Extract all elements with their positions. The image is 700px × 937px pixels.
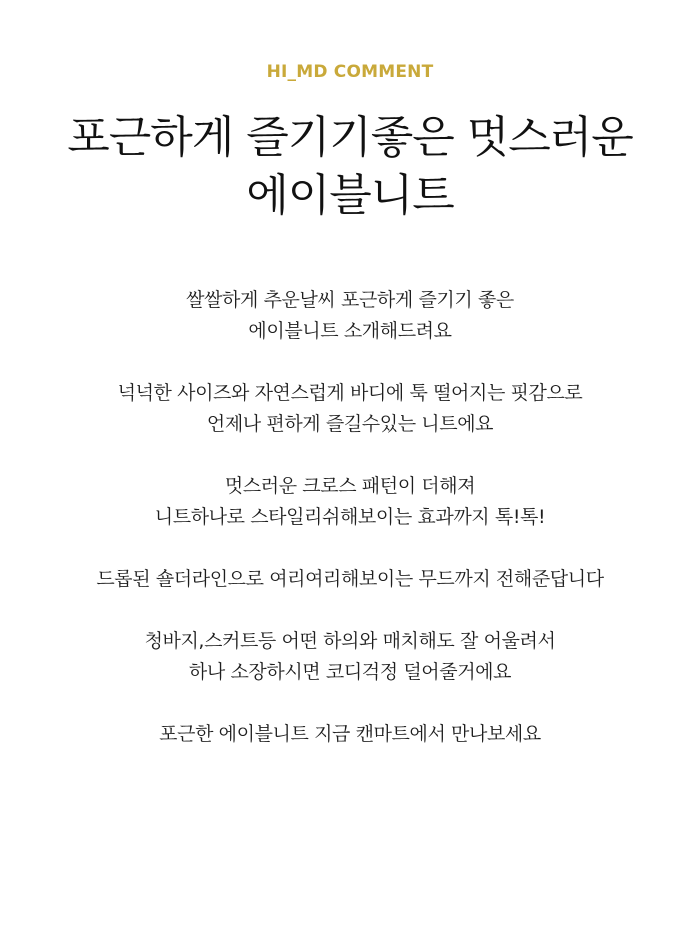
comment-line: 넉넉한 사이즈와 자연스럽게 바디에 툭 떨어지는 핏감으로 [117,382,583,404]
comment-body [0,285,700,781]
comment-paragraph-6 [0,719,700,750]
comment-line: 니트하나로 스타일리쉬해보이는 효과까지 톡!톡! [154,506,546,528]
comment-paragraph-3 [0,471,700,533]
comment-line: 멋스러운 크로스 패턴이 더해져 [224,475,476,497]
comment-line: 하나 소장하시면 코디걱정 덜어줄거에요 [188,661,512,683]
comment-paragraph-2 [0,378,700,440]
comment-line: 언제나 편하게 즐길수있는 니트에요 [206,413,494,435]
product-headline [0,109,700,225]
headline-line-2: 에이블니트 [246,170,454,221]
comment-paragraph-5 [0,626,700,688]
section-kicker: HI_MD COMMENT [266,62,434,82]
comment-line: 쌀쌀하게 추운날씨 포근하게 즐기기 좋은 [186,289,514,311]
comment-paragraph-4 [0,564,700,595]
comment-line: 청바지,스커트등 어떤 하의와 매치해도 잘 어울려서 [144,630,556,652]
comment-paragraph-1 [0,285,700,347]
comment-line: 포근한 에이블니트 지금 캔마트에서 만나보세요 [159,723,541,745]
comment-line: 드롭된 숄더라인으로 여리여리해보이는 무드까지 전해준답니다 [96,568,604,590]
headline-line-1: 포근하게 즐기기좋은 멋스러운 [67,112,633,163]
comment-line: 에이블니트 소개해드려요 [248,320,452,342]
